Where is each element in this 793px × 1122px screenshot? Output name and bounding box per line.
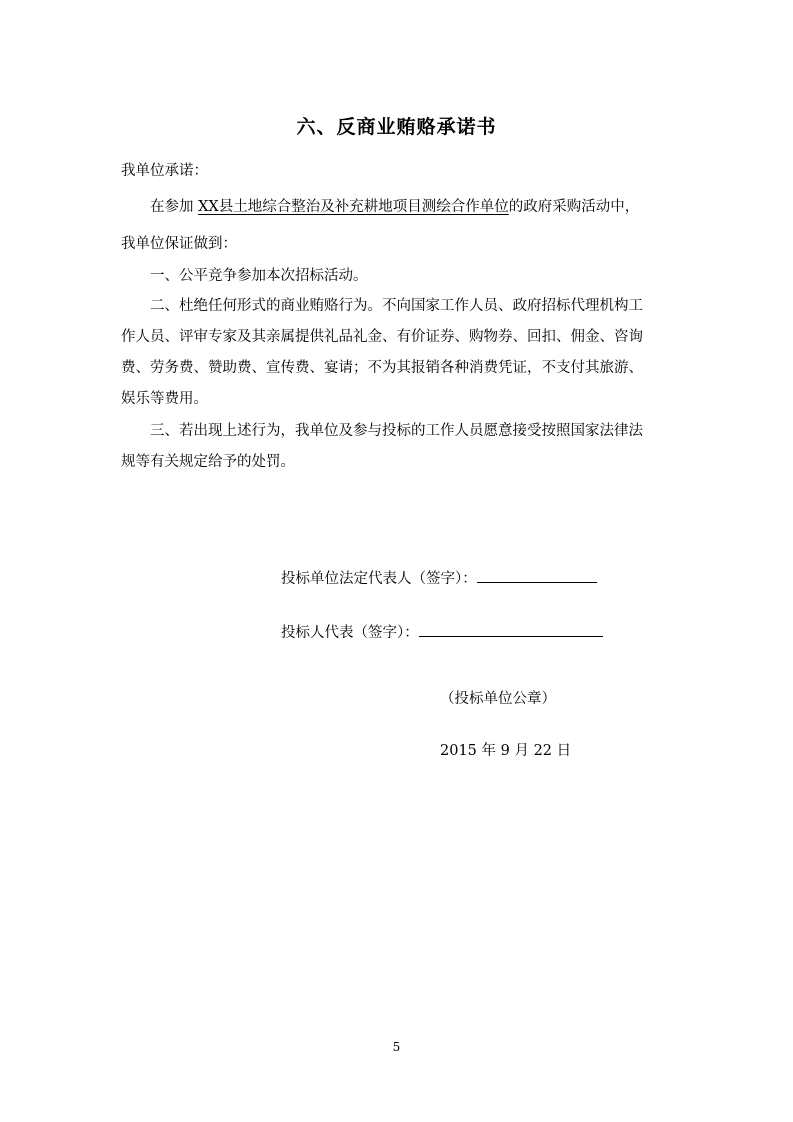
- paragraph-1-suffix: 的政府采购活动中，: [508, 199, 640, 215]
- paragraph-1-prefix: 在参加: [150, 199, 199, 215]
- item-2-line-4: 娱乐等费用。: [121, 391, 208, 407]
- item-3-line-1: 三、若出现上述行为，我单位及参与投标的工作人员愿意接受按照国家法律法: [150, 423, 643, 439]
- bidder-representative-signature-row: [281, 620, 603, 643]
- item-2-line-3: 费、劳务费、赞助费、宣传费、宴请；不为其报销各种消费凭证，不支付其旅游、: [121, 360, 643, 376]
- legal-representative-signature-row: [281, 566, 597, 589]
- item-1: 一、公平竞争参加本次招标活动。: [150, 268, 368, 284]
- page-number: 5: [392, 1040, 401, 1054]
- bidder-representative-signature-line[interactable]: [419, 620, 603, 637]
- item-2-line-1: 二、杜绝任何形式的商业贿赂行为。不向国家工作人员、政府招标代理机构工: [150, 298, 643, 314]
- document-date: 2015 年 9 月 22 日: [440, 743, 572, 759]
- project-name: XX县土地综合整治及补充耕地项目测绘合作单位: [198, 199, 509, 215]
- item-3-line-2: 规等有关规定给予的处罚。: [121, 454, 295, 470]
- intro-line: 我单位承诺：: [121, 163, 208, 179]
- legal-representative-label: 投标单位法定代表人（签字）：: [281, 571, 477, 587]
- document-title: 六、反商业贿赂承诺书: [296, 116, 497, 138]
- bidder-representative-label: 投标人代表（签字）：: [281, 625, 419, 641]
- paragraph-1-line-2: 我单位保证做到：: [121, 236, 237, 252]
- item-2-line-2: 作人员、评审专家及其亲属提供礼品礼金、有价证券、购物券、回扣、佣金、咨询: [121, 329, 643, 345]
- legal-representative-signature-line[interactable]: [477, 566, 597, 583]
- company-seal-label: （投标单位公章）: [440, 691, 556, 707]
- paragraph-1-line-1: [150, 197, 639, 217]
